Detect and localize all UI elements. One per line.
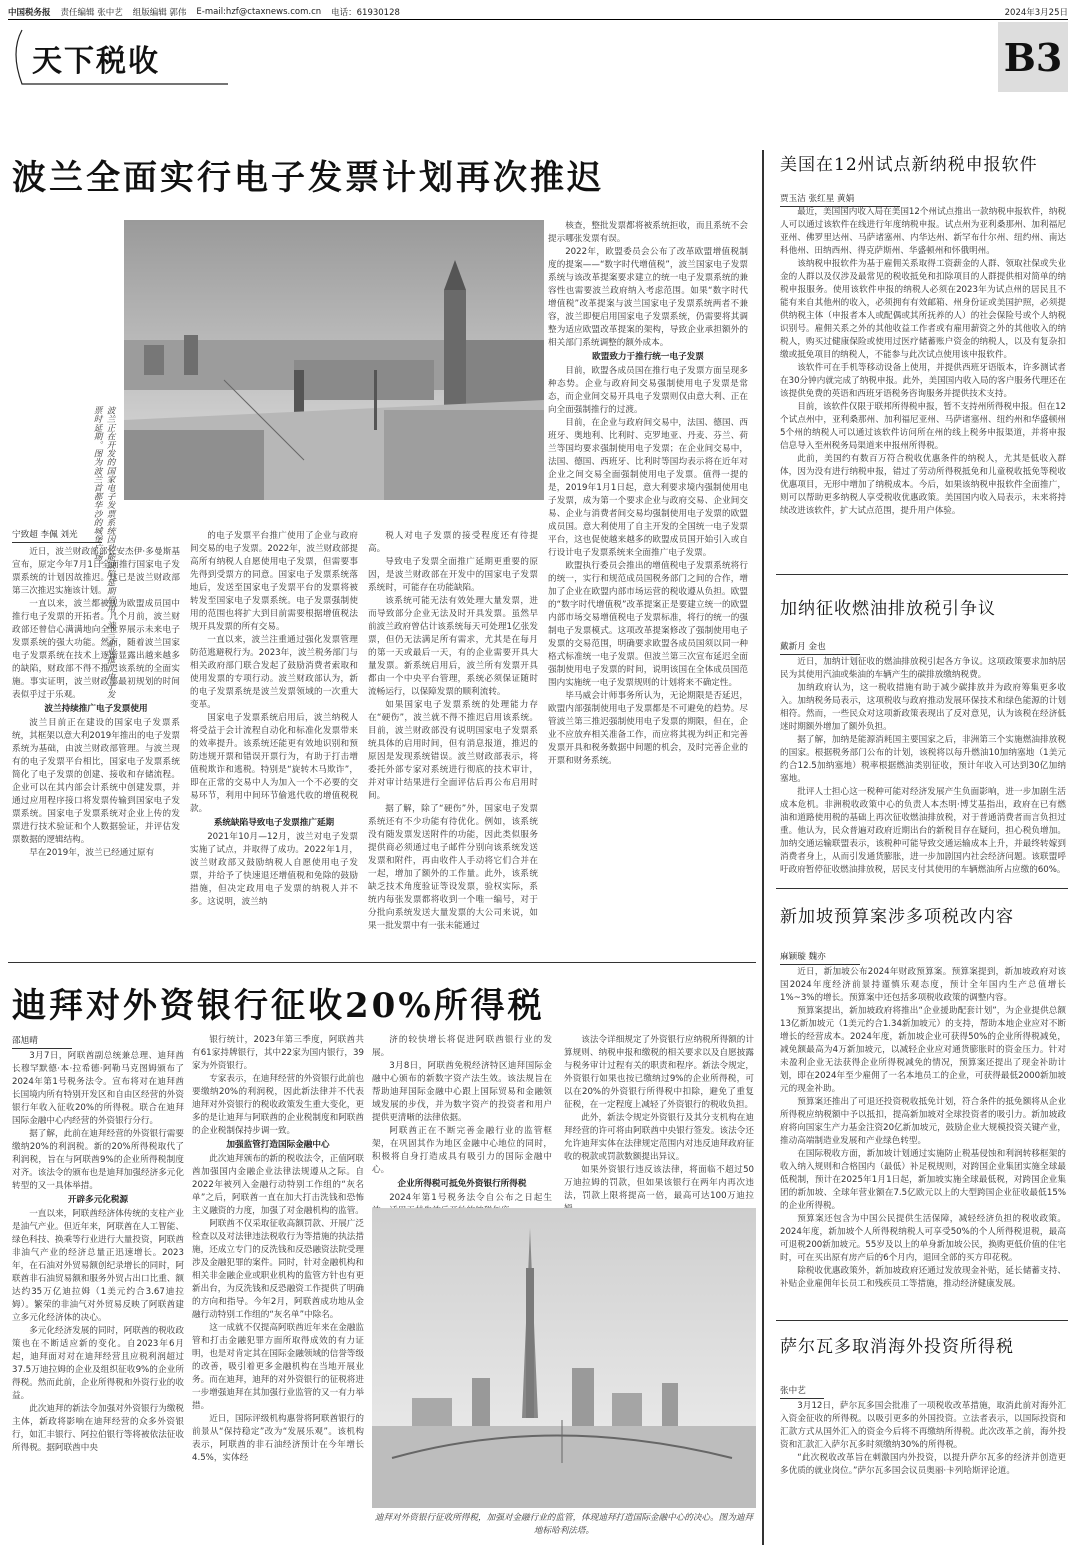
paragraph: 此前，美国约有数百万符合税收优惠条件的纳税人，尤其是低收入群体，因为没有进行纳税申报，错过了劳动所得税抵免和儿童税收抵免等税收优惠项目，无形中增加了纳税成本。今后，如果该纳税申报软件全面推广，则可以帮助更多纳税人享受税收优惠政策。美国国内收入局表示，未来将持续改进该软件，扩大试点范围，提升用户体验。 (780, 454, 1066, 516)
masthead (8, 22, 1068, 102)
paragraph: 据了解，除了“硬伤”外，国家电子发票系统还有不少功能有待优化。例如，该系统没有随发票发送附件的功能，因此类似服务提供商必须通过电子邮件分别向该系统发送发票和附件，再由收件人手动将它们合并在一起，增加了额外的工作量。此外，该系统缺乏技术角度验证等设发票，验权实际，系统内每张发票都将收到一个唯一编号，对于分批向系统发送大量发票的大公司来说，如果一批发票中有一张未能通过 (368, 804, 538, 931)
paragraph: 的电子发票平台推广使用了企业与政府间交易的电子发票。2022年，波兰财政部提高所有纳税人自愿使用电子发票，但需要事先得到受票方的同意。国家电子发票系统落地后，发送至国家电子发票平台的发票将被转发至国家电子发票系统。电子发票强制使用的范围也将扩大到目前需要根据增值税法规开具发票的所有交易。 (190, 531, 358, 632)
paragraph: 该系统可能无法有效处理大量发票，进而导致部分企业无法及时开具发票。虽然早前波兰政府曾估计该系统每天可处理1亿张发票，但仍无法满足所有需求，尤其是在每月的第一天或最后一天，有的企业需要开具大量发票。新系统启用后，波兰所有发票开具都由一个中央平台管理，系统必须保证随时流畅运行，以保障发票的顺利流转。 (368, 596, 538, 697)
paragraph: 目前，在企业与政府间交易中，法国、德国、西班牙、奥地利、比利时、克罗地亚、丹麦、芬兰、荷兰等国均要求强制使用电子发票；在企业间交易中，法国、德国、西班牙、比利时等国均表示将在近年对企业之间交易全面强制使用电子发票。值得一提的是，2019年1月1日起，意大利要求境内强制使用电子发票，成为第一个要求企业与政府交易、企业间交易、企业与消费者间交易均强制使用电子发票的欧盟成员国。意大利使用了自主开发的全国统一电子发票平台，这也促使越来越多的欧盟成员国开始引入或自行设计电子发票系统来全面推广电子发票。 (548, 418, 748, 558)
paragraph: 早在2019年，波兰已经通过原有 (29, 848, 155, 858)
sidebar-separator (776, 888, 1068, 889)
paragraph: 波兰目前正在建设的国家电子发票系统，其框架以意大利2019年推出的电子发票系统为基础，由波兰财政部管理。与波兰现有的电子发票平台相比，国家电子发票系统简化了电子发票的创建、接收和存储流程。企业可以在其内部会计系统中创建发票，并通过应用程序接口将发票传输到国家电子发票系统。国家电子发票系统对企业上传的发票进行技术验证和个人数据验证，并评估发票数据的逻辑结构。 (12, 718, 180, 845)
sidebar-usa-body (780, 206, 1066, 568)
paper-name: 中国税务报 (8, 7, 51, 18)
section-title: 天下税收 (32, 44, 160, 79)
paragraph: 在国际税收方面，新加坡计划通过实施防止税基侵蚀和利润转移框架的收入纳入规则和合格国内（最低）补足税规则，对跨国企业集团实施全球最低税制，预计在2025年1月1日起，新加坡实施全球最低税，对跨国企业集团的新加坡、全球年营业额在7.5亿欧元以上的大型跨国企业征收最低15%的企业所得税。 (780, 1149, 1066, 1211)
article-dubai-subhead-2: 加强监管打造国际金融中心 (226, 1140, 330, 1150)
paragraph: 济的较快增长将促进阿联酋银行业的发展。 (372, 1035, 552, 1058)
paragraph: 加纳政府认为，这一税收措施有助于减少碳排放并为政府筹集更多收入。加纳税务局表示，这项税收与政府推动发展环保技术和绿色能源的计划相符。然而，一些民众对这项新政策表现出了反对意见，认为该税在经济低迷时期额外增加了额外负担。 (780, 683, 1066, 732)
layout-editor: 组版编辑 郭伟 (132, 7, 187, 18)
article-dubai-col3 (372, 1034, 552, 1204)
paragraph: 此外，新法令规定外资银行及其分支机构在迪拜经营的许可将由阿联酋中央银行签发。该法令还允许迪拜实体在法律规定范围内对违反迪拜政府征收的税款或罚款数额提出异议。 (564, 1113, 754, 1162)
article-dubai-col2 (192, 1034, 364, 1544)
article-poland-subhead-2: 系统缺陷导致电子发票推广延期 (213, 818, 335, 828)
paragraph: 毕马威会计师事务所认为，无论期限是否延迟，欧盟内部强制使用电子发票都是不可避免的趋势。尽管波兰第三推迟强制使用电子发票的期限，但在，企业不应放弃相关准备工作，而应将其视为纠正和完善发票开具和税务数据中间题的机会，及时完善企业的开票和财务系统。 (548, 691, 748, 766)
email: E-mail:hzf@ctaxnews.com.cn (196, 6, 322, 17)
article-dubai-byline: 邵旭晴 (12, 1034, 72, 1049)
paragraph: 一直以来，波兰都被视为欧盟成员国中推行电子发票的开拓者。几个月前，波兰财政部还曾信心满满地向全世界展示未来电子发票系统的强大功能。然而，随着波兰国家电子发票系统在技术上逐渐显露出越来越多的缺陷，财政部不得不推迟该系统的全面实施。事实证明，波兰财政部最初规划的时间表似乎过于乐观。 (12, 599, 180, 700)
paragraph: 该法令详细规定了外资银行应纳税所得额的计算规则、纳税申报和缴税的相关要求以及自愿披露与税务审计过程有关的职责和程序。新法令规定，外资银行如果也按已缴纳过9%的企业所得税，可以在20%的外资银行所得税中扣除，避免了重复征税，在一定程度上减轻了外资银行的税收负担。 (564, 1035, 754, 1110)
paragraph: 据了解，加纳是能源消耗国主要国家之后，非洲第三个实施燃油排放税的国家。根据税务部门公布的计划，该税将以每升燃油10加纳塞地（1美元约合12.5加纳塞地）税率根据燃油类别征收，预计年收入可达到30亿加纳塞地。 (780, 735, 1066, 784)
paragraph: 银行统计，2023年第三季度，阿联酋共有61家持牌银行，其中22家为国内银行，39家为外资银行。 (192, 1035, 364, 1071)
paragraph: 近日，加纳计划征收的燃油排放税引起各方争议。这项政策要求加纳居民为其使用汽油或柴油的车辆产生的碳排放缴纳税费。 (780, 657, 1066, 680)
paragraph: 3月8日，阿联酋免税经济特区迪拜国际金融中心颁布的新数字资产法生效。该法规旨在帮助迪拜国际金融中心跟上国际贸易和金融领域发展的步伐，并为数字资产的投资者和用户提供更清晰的法律依据。 (372, 1061, 552, 1123)
paragraph: 2022年，欧盟委员会公布了改革欧盟增值税制度的提案——“数字时代增值税”，波兰国家电子发票系统与该改革提案要求建立的统一电子发票系统的兼容性也需要波兰政府纳入考虑范围。如果“数字时代增值税”改革提案与波兰国家电子发票系统两者不兼容，波兰即便启用国家电子发票系统，仍需要将其调整为适应欧盟改革提案的架构，导致企业承担额外的相关部门系统调整的额外成本。 (548, 247, 748, 348)
paragraph: 目前，欧盟各成员国在推行电子发票方面呈现多种态势。企业与政府间交易强制使用电子发票是常态，而企业间交易开具电子发票则仅由意大利、正在向全面强制推行的过渡。 (548, 366, 748, 415)
sidebar-singapore-byline: 麻颖璇 魏亦 (780, 950, 860, 965)
paragraph: 除税收优惠政策外，新加坡政府还通过发放现金补贴，延长储蓄支持、补贴企业雇佣年长员工和残疾员工等措施，推动经济健康发展。 (780, 1266, 1066, 1289)
paragraph: 该纳税申报软件为基于雇佣关系取得工资薪金的人群、领取社保或失业金的人群以及仅涉及最常见的税收抵免和扣除项目的人群提供相对简单的纳税申报服务。使用该软件申报的纳税人必须在2023年为试点州的居民且不能有来自其他州的收入，必须拥有有效邮箱、州身份证或美国护照，必须提供纳税主体（申报者本人或配偶或其所抚养的人）的社会保险号或个人纳税识别号。雇佣关系之外的其他收益工作者或有雇用薪资之外的其他收入的纳税人，购买过健康保险或使用过医疗储蓄账户资金的纳税人，以及有复杂扣缴或抵免项目的纳税人，不能参与此次试点使用该申报软件。 (780, 259, 1066, 360)
paragraph: 近日，国际评级机构惠誉将阿联酋银行的前景从“保持稳定”改为“发展乐观”。该机构表示，阿联酋的非石油经济预计在今年增长4.5%，实体经 (192, 1414, 364, 1463)
paragraph: 专家表示，在迪拜经营的外资银行此前也要缴纳20%的利润税，因此新法律并不代表迪拜对外资银行的税收政策发生重大变化，更多的是让迪拜与阿联酋的企业税制度和阿联酋的企业税制保持步调一致。 (192, 1074, 364, 1136)
article-poland-headline: 波兰全面实行电子发票计划再次推迟 (12, 158, 604, 198)
paragraph: 目前，该软件仅限于联邦所得税申报，暂不支持州所得税申报。但在12个试点州中，亚利桑那州、加利福尼亚州、马萨诸塞州、纽约州和华盛顿州5个州的纳税人可以通过该软件访问所在州的线上税务申报渠道，并将申报信息导入至州税务局渠道来申报州所得税。 (780, 402, 1066, 451)
article-poland-subhead-3: 欧盟致力于推行统一电子发票 (592, 352, 704, 362)
paragraph: 批评人士担心这一税种可能对经济发展产生负面影响，进一步加剧生活成本危机。非洲税收政策中心的负责人本杰明·博艾基指出，政府在已有燃油和道路使用税的基础上再次征收燃油排放税，对于普通消费者而言负担过重。他认为，民众普遍对政府近期出台的新税目存在疑问，担心税负增加。加纳交通运输联盟表示，该税种可能导致交通运输成本上升，并最终转嫁到消费者身上，从而引发通货膨胀，进一步加剧国内社会经济问题。该联盟呼吁政府暂停征收燃油排放税，居民支付其使用的车辆燃油所占应缴的60%。 (780, 787, 1066, 875)
article-poland-col4 (548, 220, 748, 954)
paragraph: 预算案提出，新加坡政府将推出“企业援助配套计划”，为企业提供总额13亿新加坡元（1美元约合1.34新加坡元）的支持，帮助本地企业应对不断增长的经营成本。2024年度，新加坡企业可获得50%的企业所得税减免，减免额最高为4万新加坡元，以减轻企业应对通货膨胀时的资金压力。针对未盈利企业无法获得企业所得税减免的情况，预算案还提出了现金补助计划，即在2024年至少雇佣了一名本地员工的企业，可获得最低2000新加坡元的现金补助。 (780, 1006, 1066, 1094)
sidebar-ghana-headline: 加纳征收燃油排放税引争议 (780, 599, 996, 619)
page-code: B3 (998, 22, 1068, 92)
sidebar-elsalvador-headline: 萨尔瓦多取消海外投资所得税 (780, 1337, 1014, 1357)
paragraph: 近日，新加坡公布2024年财政预算案。预算案提到，新加坡政府对该国2024年度经济前景持谨慎乐观态度，预计全年国内生产总值增长1%~3%的增长。预算案中还包括多项税收政策的调整内容。 (780, 967, 1066, 1003)
dubai-burj-khalifa-photo (372, 1208, 756, 1508)
paragraph: 近日，波兰财政部部长安杰伊·多曼斯基宣布，原定今年7月1日全面推行国家电子发票系统的计划因故推迟。这已是波兰财政部第三次推迟实施该计划。 (12, 547, 180, 596)
phone: 电话：61930128 (331, 7, 400, 18)
article-poland-col2 (190, 530, 358, 954)
paragraph: 如果国家电子发票系统的处理能力存在“硬伤”，波兰就不得不推迟启用该系统。目前，波兰财政部没有说明国家电子发票系统具体的启用时间，但有消息报道，推迟的原因是发现系统错误。波兰财政部表示，将委托外部专家对系统进行彻底的技术审计，并对审计结果进行全面评估后再公布启用时间。 (368, 700, 538, 801)
paragraph: 此次迪拜的新法令加强对外资银行为缴税主体，新政将影响在迪拜经营的众多外资银行，如汇丰银行、阿拉伯银行等将被依法征收所得税。据阿联酋中央 (12, 1404, 184, 1453)
paragraph: 据了解，此前在迪拜经营的外资银行需要缴纳20%的利润税。新的20%所得税取代了利润税，旨在与阿联酋9%的企业所得税制度对齐。该法令的颁布也是迪拜加强经济多元化转型的又一具体举措。 (12, 1129, 184, 1191)
sidebar-singapore-headline: 新加坡预算案涉多项税改内容 (780, 907, 1014, 927)
sidebar-ghana-body (780, 656, 1066, 884)
issue-date: 2024年3月25日 (1004, 7, 1068, 18)
article-poland-subhead-1: 波兰持续推广电子发票使用 (44, 704, 148, 714)
article-separator (8, 962, 756, 963)
top-info-bar (8, 4, 1068, 20)
article-poland-photo-caption: 波兰正在开发的国家电子发票系统因功能缺陷延期启用。波兰企业推广电子发票时延期。图为波兰首都华沙的城堡广场。 (92, 406, 115, 699)
paragraph: 国家电子发票系统启用后，波兰纳税人将受益于会计流程自动化和标准化发票带来的效率提升。该系统还能更有效地识别和预防违规开票和错误开票行为，有助于打击增值税欺诈和逃税。特别是“旋转木马欺诈”，即在正常的交易中人为加入一个不必要的交易环节，利用中间环节偷逃代收的增值税税款。 (190, 713, 358, 814)
article-poland-col3 (368, 530, 538, 954)
sidebar-separator (776, 574, 1068, 575)
paragraph: 核查，整批发票都将被系统拒收，而且系统不会提示哪张发票有误。 (548, 221, 748, 244)
sidebar-separator (776, 1320, 1068, 1321)
paragraph: 阿联酋不仅采取征收高额罚款、开展广泛检查以及对法律违法税收行为等措施的执法措施，还成立专门的反洗钱和反恐融资法院受理涉及金融犯罪的案件。同时，针对金融机构和相关非金融企业或职业机构的监管方针也有更新出台，为反洗钱和反恐融资工作提供了明确的方向和指导。今年2月，阿联酋成功地从金融行动特别工作组的“灰名单”中除名。 (192, 1219, 364, 1320)
article-poland-byline: 宁致超 李佩 刘光 (12, 528, 102, 543)
editor: 责任编辑 张中艺 (60, 7, 123, 18)
paragraph: 导致电子发票全面推广延期更重要的原因，是波兰财政部在开发中的国家电子发票系统时，可能存在功能缺陷。 (368, 557, 538, 593)
paragraph: 2021年10月—12月，波兰对电子发票实施了试点，并取得了成功。2022年1月，波兰财政部又鼓励纳税人自愿使用电子发票，并给予了快速退还增值税和免除的鼓励措施，但决定政用电子发票的纳税人并不多。这说明，波兰纳 (190, 832, 358, 907)
sidebar-usa-headline: 美国在12州试点新纳税申报软件 (780, 155, 1038, 175)
paragraph: 欧盟执行委员会推出的增值税电子发票系统将行的统一，实行和规范成员国税务部门之间的合作，增加了企业在欧盟内部市场运营的税收遵从负担。欧盟的“数字时代增值税”改革提案正是要建立统一的欧盟内部市场交易增值税电子发票标准，将行的统一的强制电子发票模式。这项改革提案修改了强制使用电子发票的交易范围，明确要求欧盟各成员国须以同一种格式标准统一电子发票。但波兰第三次宣布延迟全面强制使用电子发票的时间，说明该国在全体成员国范围内实施统一电子发票规则的计划将来不确定性。 (548, 561, 748, 688)
paragraph: 这一成就不仅提高阿联酋近年来在金融监管和打击金融犯罪方面所取得成效的有力证明，也是对肯定其在国际金融领域的信誉等级的改善，吸引着更多金融机构在当地开展业务。而在迪拜，迪拜的对外资银行的征税将进一步增强迪拜在其加强行业监管的又一有力举措。 (192, 1323, 364, 1411)
article-dubai-subhead-3: 企业所得税可抵免外资银行所得税 (397, 1179, 527, 1189)
article-dubai-photo-caption: 迪拜对外资银行征收所得税，加强对金融行业的监管，体现迪拜打造国际金融中心的决心。图为迪拜地标哈利法塔。 (374, 1513, 754, 1536)
warsaw-castle-square-photo (124, 220, 544, 500)
paragraph: 3月7日，阿联酋副总统兼总理、迪拜酋长穆罕默德·本·拉希德·阿勒马克图姆颁布了2024年第1号税务法令。宣布将对在迪拜酋长国境内所有特别开发区和自由区经营的外资银行年收入征收20%的所得税。联合在迪拜国际金融中心内经营的外资银行分行。 (12, 1051, 184, 1126)
paragraph: 3月12日，萨尔瓦多国会批准了一项税收改革措施，取消此前对海外汇入资金征收的所得税。以吸引更多的外国投资。立法者表示，以国际投资和汇款方式从国外汇入的资金今后将不再缴纳所得税。此次改革之前，海外投资和汇款汇入萨尔瓦多时须缴纳30%的所得税。 (780, 1401, 1066, 1450)
article-dubai-headline: 迪拜对外资银行征收20%所得税 (12, 986, 545, 1026)
sidebar-elsalvador-body (780, 1400, 1066, 1546)
sidebar-elsalvador-byline: 张中艺 (780, 1384, 824, 1399)
sidebar-divider (762, 150, 764, 1545)
paragraph: 最近，美国国内收入局在美国12个州试点推出一款纳税申报软件，纳税人可以通过该软件在线进行年度纳税申报。试点州为亚利桑那州、加利福尼亚州、佛罗里达州、马萨诸塞州、内华达州、新罕布什尔州、纽约州、南达科他州、田纳西州、得克萨斯州、华盛顿州和怀俄明州。 (780, 207, 1066, 256)
paragraph: 一直以来，波兰注重通过强化发票管理防范逃避税行为。2023年，波兰税务部门与相关政府部门联合发起了鼓励消费者索取和使用发票的专项行动。波兰财政部认为，新的电子发票系统是波兰发票领域的一次重大变革。 (190, 635, 358, 710)
paragraph: 预算案还推出了可退还投资税收抵免计划，符合条件的抵免额将从企业所得税应纳税额中予以抵扣，提高新加坡对全球投资者的吸引力。新加坡政府将向国家生产力基金注资20亿新加坡元，鼓励企业大规模投资关键产业，推动高端制造业发展和产业绿色转型。 (780, 1097, 1066, 1146)
paragraph: 如果外资银行违反该法律，将面临不超过50万迪拉姆的罚款，但如果该银行在两年内再次违法，罚款上限将提高一倍，最高可达100万迪拉 (564, 1165, 754, 1201)
sidebar-usa-byline: 贾玉洁 张红星 黄娟 (780, 192, 900, 207)
paragraph: “此次税收改革旨在刺激国内外投资，以提升萨尔瓦多的经济并创造更多优质的就业岗位。”萨尔瓦多国会议员奥丽·卡列哈斯评论道。 (780, 1453, 1066, 1476)
paragraph: 此次迪拜颁布的新的税收法令，正值阿联酋加强国内金融企业法律法规遵从之际。自2022年被列入金融行动特别工作组的“灰名单”之后，阿联酋一直在加大打击洗钱和恐怖主义融资的力度，加强了对金融机构的监管。 (192, 1154, 364, 1216)
paragraph: 阿联酋正在不断完善金融行业的监管框架，在巩固其作为地区金融中心地位的同时，积极将自身打造成具有吸引力的国际金融中心。 (372, 1126, 552, 1175)
article-dubai-col4 (564, 1034, 754, 1204)
article-dubai-col1 (12, 1050, 184, 1544)
paragraph: 该软件可在手机等移动设备上使用，并提供西班牙语版本，许多测试者在30分钟内就完成了纳税申报。此外，美国国内收入局的客户服务代理还在该提供免费的英语和西班牙语税务咨询服务并提供技术支持。 (780, 363, 1066, 399)
sidebar-ghana-byline: 戴新月 金也 (780, 640, 860, 655)
paragraph: 税人对电子发票的接受程度还有待提高。 (368, 531, 538, 554)
paragraph: 2024年第1号税务法令自公布之日起生 (389, 1193, 552, 1203)
sidebar-singapore-body (780, 966, 1066, 1316)
article-dubai-subhead-1: 开辟多元化税源 (67, 1195, 129, 1205)
paragraph: 一直以来，阿联酋经济体传统的支柱产业是油气产业。但近年来，阿联酋在人工智能、绿色科技、换乘等行业进行大量投资，阿联酋非油气产业的经济总量正迅速增长。2023年，在石油对外贸易额创纪录增长的同时，阿联酋非石油贸易额和服务外贸占出口比重、额达约35万亿迪拉姆（1美元约合3.67迪拉姆）。繁荣的非油气对外贸易反映了阿联酋建立多元化经济体的决心。 (12, 1209, 184, 1323)
paragraph: 多元化经济发展的同时，阿联酋的税收政策也在不断适应新的变化。自2023年6月起，迪拜面对对在迪拜经营且应税利润超过37.5万迪拉姆的企业及组织征收9%的企业所得税。然而此前，企业所得税和外资行业的收益。 (12, 1326, 184, 1401)
article-poland-col1 (12, 546, 180, 954)
paragraph: 预算案还包含为中国公民提供生活保障，减轻经济负担的税收政策。2024年度，新加坡个人所得税纳税人可享受50%的个人所得税退税，最高可退税200新加坡元。55岁及以上的单身新加坡公民，换购更低价值的住宅时，可在买出原有房产后的6个月内，退回全部的买方印花税。 (780, 1214, 1066, 1263)
